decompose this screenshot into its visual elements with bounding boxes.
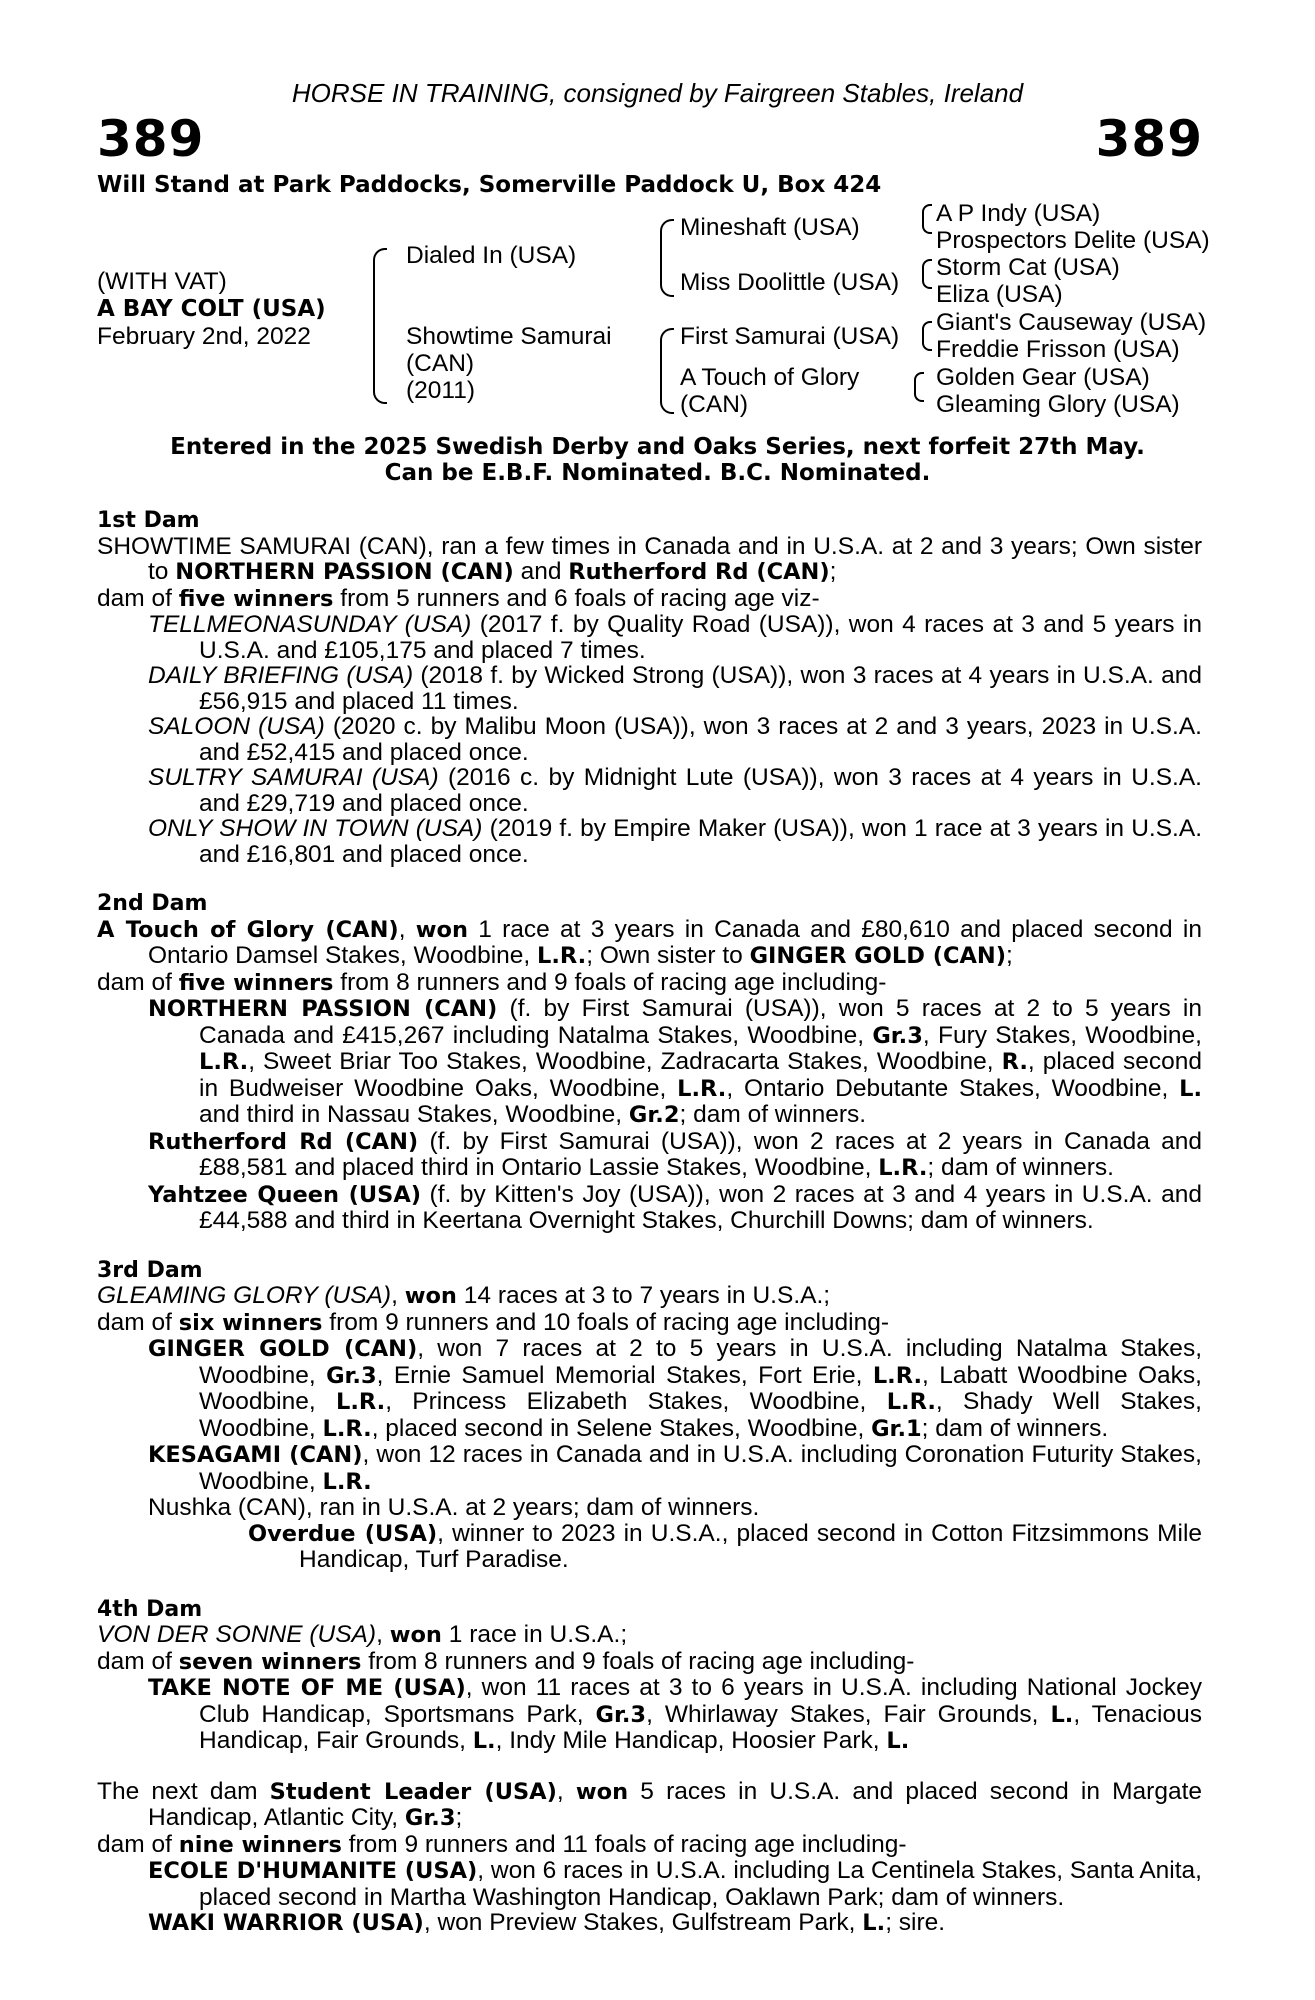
first-dam-intro: SHOWTIME SAMURAI (CAN), ran a few times in Canada and in U.S.A. at 2 and 3 years; Own sister to NORTHERN PASSION (CAN) and Rutherford Rd (CAN);	[97, 532, 1202, 585]
sire-sire-sire: A P Indy (USA)	[936, 200, 1101, 227]
dam-country: (CAN)	[406, 350, 475, 377]
progeny-entry: SALOON (USA) (2020 c. by Malibu Moon (USA)), won 3 races at 2 and 3 years, 2023 in U.S.A. and £52,415 and placed once.	[148, 713, 1202, 766]
dam-sire: First Samurai (USA)	[680, 323, 900, 350]
first-dam-heading: 1st Dam	[97, 508, 200, 533]
third-dam-grand-progeny-list	[97, 1521, 1202, 1573]
progeny-entry: NORTHERN PASSION (CAN) (f. by First Samurai (USA)), won 5 races at 2 to 5 years in Canada and £415,267 including Natalma Stakes, Woodbine, Gr.3, Fury Stakes, Woodbine, L.R., Sweet Briar Too Stakes, Woodbine, Zadracarta Stakes, Woodbine, R., placed second in Budweiser Woodbine Oaks, Woodbine, L.R., Ontario Debutante Stakes, Woodbine, L. and third in Nassau Stakes, Woodbine, Gr.2; dam of winners.	[148, 995, 1202, 1128]
progeny-entry: TELLMEONASUNDAY (USA) (2017 f. by Quality Road (USA)), won 4 races at 3 and 5 years in U.S.A. and £105,175 and placed 7 times.	[148, 611, 1202, 664]
progeny-entry: ONLY SHOW IN TOWN (USA) (2019 f. by Empire Maker (USA)), won 1 race at 3 years in U.S.A. and £16,801 and placed once.	[148, 815, 1203, 868]
dam-lines	[97, 508, 1202, 1937]
sire-sire: Mineshaft (USA)	[680, 214, 860, 241]
fourth-dam-heading: 4th Dam	[97, 1596, 203, 1622]
second-dam-progeny-list	[97, 996, 1202, 1234]
progeny-entry: KESAGAMI (CAN), won 12 races in Canada and in U.S.A. including Coronation Futurity Stakes, Woodbine, L.R.	[148, 1441, 1202, 1495]
dam-year: (2011)	[406, 377, 476, 404]
second-dam-intro: A Touch of Glory (CAN), won 1 race at 3 years in Canada and £80,610 and placed second in Ontario Damsel Stakes, Woodbine, L.R.; Own sister to GINGER GOLD (CAN);	[97, 915, 1202, 969]
progeny-entry: Yahtzee Queen (USA) (f. by Kitten's Joy (USA)), won 2 races at 3 and 4 years in U.S.A. and £44,588 and third in Keertana Overnight Stakes, Churchill Downs; dam of winners.	[148, 1180, 1202, 1234]
third-dam-progeny-list	[97, 1336, 1202, 1521]
progeny-entry: ECOLE D'HUMANITE (USA), won 6 races in U.S.A. including La Centinela Stakes, Santa Anita, placed second in Martha Washington Handicap, Oaklawn Park; dam of winners.	[148, 1857, 1202, 1911]
nomination-note: Can be E.B.F. Nominated. B.C. Nominated.	[384, 460, 931, 486]
progeny-entry: TAKE NOTE OF ME (USA), won 11 races at 3 to 6 years in U.S.A. including National Jockey Club Handicap, Sportsmans Park, Gr.3, Whirlaway Stakes, Fair Grounds, L., Tenacious Handicap, Fair Grounds, L., Indy Mile Handicap, Hoosier Park, L.	[148, 1674, 1202, 1754]
third-dam-heading: 3rd Dam	[97, 1257, 203, 1283]
third-dam-intro: GLEAMING GLORY (USA), won 14 races at 3 to 7 years in U.S.A.;	[97, 1282, 831, 1309]
sire-dam-dam: Eliza (USA)	[936, 281, 1063, 308]
fourth-dam-progeny-list	[97, 1675, 1202, 1755]
dam-dam: A Touch of Glory	[680, 364, 860, 391]
lot-number-left: 389	[97, 110, 205, 168]
third-dam-produce-summary: dam of six winners from 9 runners and 10 foals of racing age including-	[97, 1308, 890, 1336]
dam-dam-sire: Golden Gear (USA)	[936, 364, 1150, 391]
progeny-entry: WAKI WARRIOR (USA), won Preview Stakes, Gulfstream Park, L.; sire.	[148, 1909, 946, 1936]
stand-location: Will Stand at Park Paddocks, Somerville Paddock U, Box 424	[97, 172, 882, 198]
foaling-date: February 2nd, 2022	[97, 323, 311, 350]
next-dam-intro: The next dam Student Leader (USA), won 5 races in U.S.A. and placed second in Margate Handicap, Atlantic City, Gr.3;	[97, 1777, 1203, 1831]
next-dam-progeny-list	[97, 1858, 1202, 1937]
catalogue-subtitle: HORSE IN TRAINING, consigned by Fairgreen Stables, Ireland	[291, 78, 1024, 108]
progeny-entry: Overdue (USA), winner to 2023 in U.S.A., placed second in Cotton Fitzsimmons Mile Handicap, Turf Paradise.	[248, 1519, 1203, 1573]
dam-sire-sire: Giant's Causeway (USA)	[936, 309, 1207, 336]
fourth-dam-produce-summary: dam of seven winners from 8 runners and 9 foals of racing age including-	[97, 1647, 915, 1675]
horse-name: A BAY COLT (USA)	[97, 296, 326, 322]
sire-sire-dam: Prospectors Delite (USA)	[936, 227, 1210, 254]
progeny-entry: Nushka (CAN), ran in U.S.A. at 2 years; dam of winners.	[148, 1494, 760, 1521]
first-dam-produce-summary: dam of five winners from 5 runners and 6 foals of racing age viz-	[97, 584, 820, 612]
sire: Dialed In (USA)	[406, 242, 577, 269]
dam-dam-country: (CAN)	[680, 391, 749, 418]
dam-sire-dam: Freddie Frisson (USA)	[936, 336, 1180, 363]
lot-number-right: 389	[1095, 110, 1203, 168]
progeny-entry: SULTRY SAMURAI (USA) (2016 c. by Midnight Lute (USA)), won 3 races at 4 years in U.S.A. and £29,719 and placed once.	[148, 764, 1202, 817]
progeny-entry: Rutherford Rd (CAN) (f. by First Samurai (USA)), won 2 races at 2 years in Canada and £88,581 and placed third in Ontario Lassie Stakes, Woodbine, L.R.; dam of winners.	[148, 1127, 1202, 1181]
fourth-dam-intro: VON DER SONNE (USA), won 1 race in U.S.A.;	[97, 1621, 628, 1648]
second-dam-produce-summary: dam of five winners from 8 runners and 9 foals of racing age including-	[97, 968, 887, 996]
dam-dam-dam: Gleaming Glory (USA)	[936, 391, 1180, 418]
sire-dam: Miss Doolittle (USA)	[680, 269, 900, 296]
progeny-entry: GINGER GOLD (CAN), won 7 races at 2 to 5 years in U.S.A. including Natalma Stakes, Woodbine, Gr.3, Ernie Samuel Memorial Stakes, Fort Erie, L.R., Labatt Woodbine Oaks, Woodbine, L.R., Princess Elizabeth Stakes, Woodbine, L.R., Shady Well Stakes, Woodbine, L.R., placed second in Selene Stakes, Woodbine, Gr.1; dam of winners.	[148, 1335, 1202, 1442]
progeny-entry: DAILY BRIEFING (USA) (2018 f. by Wicked Strong (USA)), won 3 races at 4 years in U.S.A. and £56,915 and placed 11 times.	[148, 662, 1202, 715]
sire-dam-sire: Storm Cat (USA)	[936, 254, 1120, 281]
second-dam-heading: 2nd Dam	[97, 891, 208, 916]
entry-note: Entered in the 2025 Swedish Derby and Oaks Series, next forfeit 27th May.	[170, 434, 1145, 460]
vat-note: (WITH VAT)	[97, 268, 227, 295]
next-dam-produce-summary: dam of nine winners from 9 runners and 11 foals of racing age including-	[97, 1830, 907, 1858]
first-dam-progeny-list	[97, 612, 1202, 867]
dam: Showtime Samurai	[406, 323, 612, 350]
